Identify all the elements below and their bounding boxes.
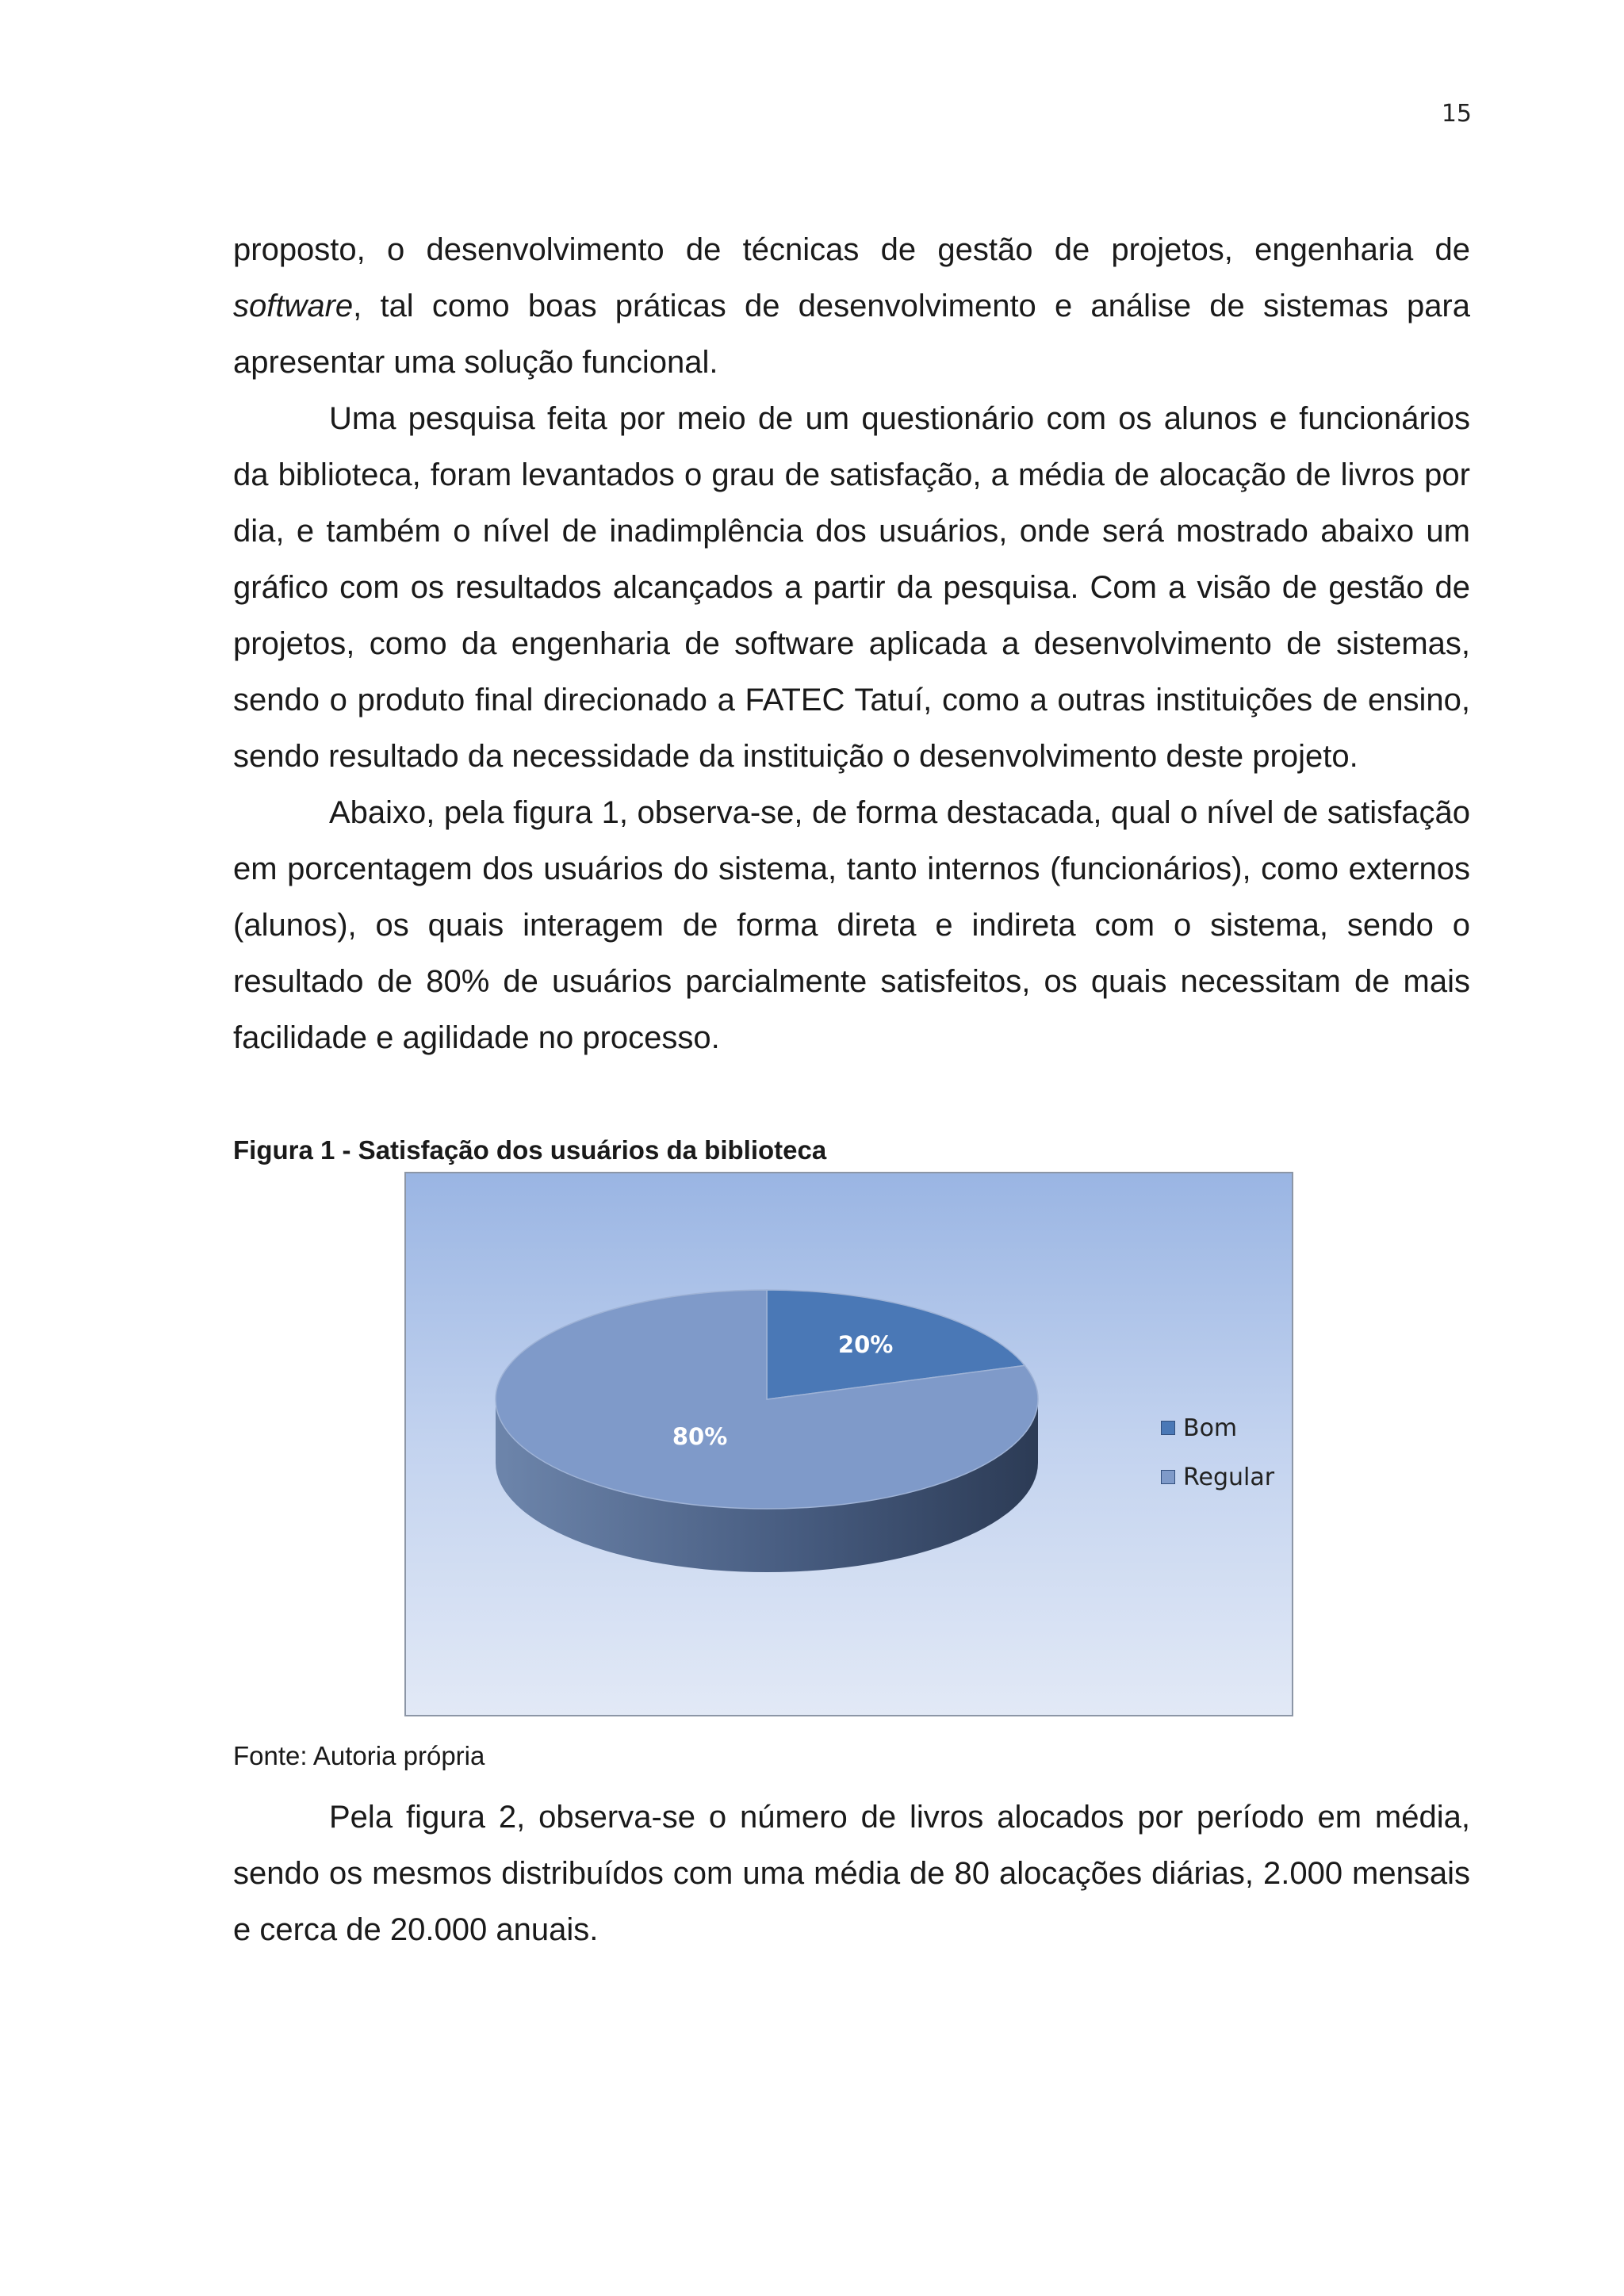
legend-item-regular	[1161, 1452, 1274, 1502]
italic-software: software	[233, 289, 354, 323]
figure-caption: Figura 1 - Satisfação dos usuários da biblioteca	[233, 1135, 827, 1165]
paragraph-3: Abaixo, pela figura 1, observa-se, de forma destacada, qual o nível de satisfação em porcentagem dos usuários do sistema, tanto internos (funcionários), como externos (alunos), os quais interagem de forma direta e indireta com o sistema, sendo o resultado de 80% de usuários parcialmente satisfeitos, os quais necessitam de mais facilidade e agilidade no processo.	[233, 795, 1470, 1055]
body-text-top	[233, 222, 1470, 1066]
chart-legend	[1161, 1403, 1274, 1502]
slice-label-bom: 20%	[837, 1330, 894, 1358]
legend-swatch-regular	[1161, 1470, 1175, 1484]
figure-source: Fonte: Autoria própria	[233, 1741, 485, 1770]
slice-label-regular: 80%	[672, 1422, 728, 1450]
legend-label-bom: Bom	[1183, 1414, 1238, 1442]
pie-chart	[406, 1173, 1292, 1715]
legend-swatch-bom	[1161, 1421, 1175, 1435]
pie-chart-frame	[404, 1172, 1293, 1716]
paragraph-4: Pela figura 2, observa-se o número de livros alocados por período em média, sendo os mesmos distribuídos com uma média de 80 alocações diárias, 2.000 mensais e cerca de 20.000 anuais.	[233, 1800, 1470, 1947]
paragraph-2: Uma pesquisa feita por meio de um questionário com os alunos e funcionários da biblioteca, foram levantados o grau de satisfação, a média de alocação de livros por dia, e também o nível de inadimplência dos usuários, onde será mostrado abaixo um gráfico com os resultados alcançados a partir da pesquisa. Com a visão de gestão de projetos, como da engenharia de software aplicada a desenvolvimento de sistemas, sendo o produto final direcionado a FATEC Tatuí, como a outras instituições de ensino, sendo resultado da necessidade da instituição o desenvolvimento deste projeto.	[233, 401, 1470, 774]
body-text-bottom	[233, 1789, 1470, 1958]
legend-item-bom	[1161, 1403, 1274, 1452]
legend-label-regular: Regular	[1183, 1463, 1275, 1491]
paragraph-1: proposto, o desenvolvimento de técnicas de gestão de projetos, engenharia de software, tal como boas práticas de desenvolvimento e análise de sistemas para apresentar uma solução funcional.	[233, 232, 1470, 380]
page-number: 15	[1441, 100, 1472, 128]
